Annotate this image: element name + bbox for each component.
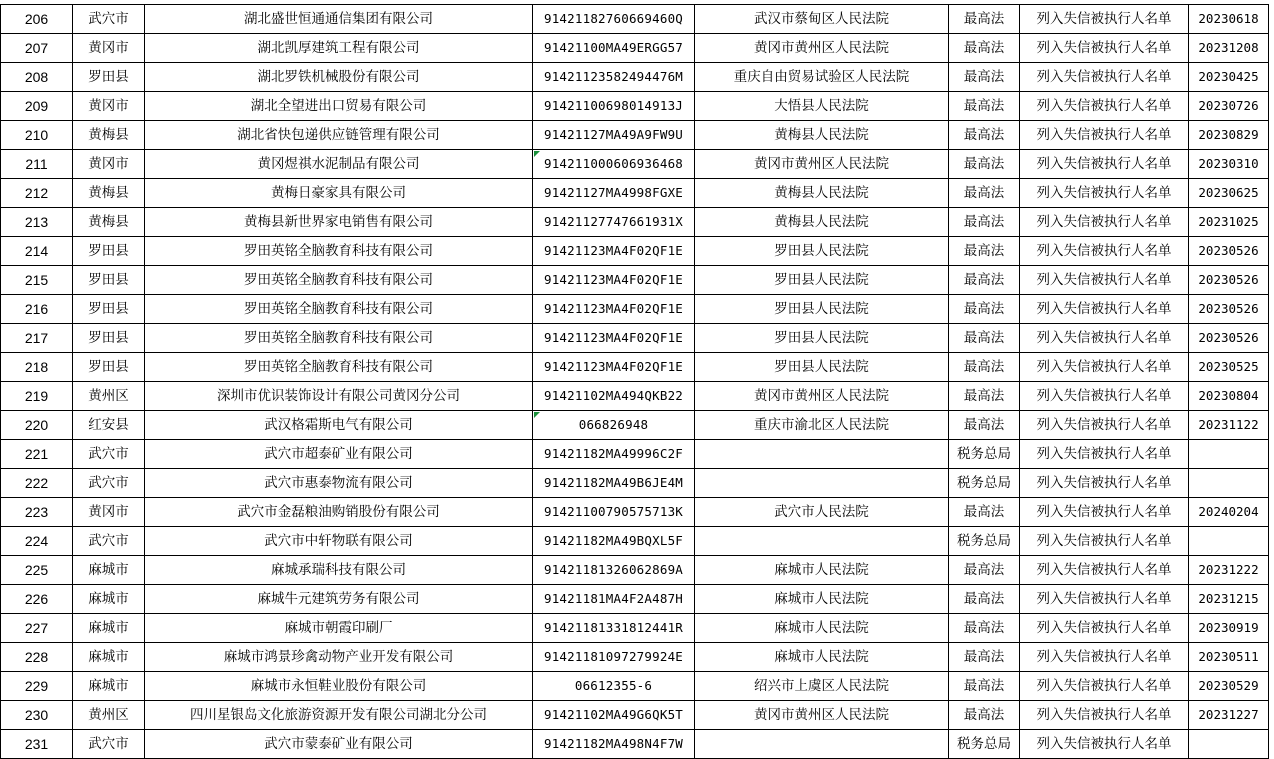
date-cell[interactable]: 20230511 <box>1189 643 1269 672</box>
date-cell[interactable] <box>1189 469 1269 498</box>
company-name-cell[interactable]: 罗田英铭全脑教育科技有限公司 <box>145 295 533 324</box>
court-cell[interactable]: 重庆自由贸易试验区人民法院 <box>695 63 949 92</box>
company-name-cell[interactable]: 湖北盛世恒通通信集团有限公司 <box>145 5 533 34</box>
court-cell[interactable]: 麻城市人民法院 <box>695 614 949 643</box>
region-cell[interactable]: 红安县 <box>73 411 145 440</box>
credit-code-cell[interactable]: 91421127MA49A9FW9U <box>533 121 695 150</box>
date-cell[interactable]: 20230425 <box>1189 63 1269 92</box>
date-cell[interactable]: 20230726 <box>1189 92 1269 121</box>
company-name-cell[interactable]: 罗田英铭全脑教育科技有限公司 <box>145 324 533 353</box>
company-name-cell[interactable]: 罗田英铭全脑教育科技有限公司 <box>145 353 533 382</box>
date-cell[interactable] <box>1189 440 1269 469</box>
status-cell[interactable]: 列入失信被执行人名单 <box>1020 643 1189 672</box>
credit-code-cell[interactable]: 91421181MA4F2A487H <box>533 585 695 614</box>
company-name-cell[interactable]: 湖北全望进出口贸易有限公司 <box>145 92 533 121</box>
status-cell[interactable]: 列入失信被执行人名单 <box>1020 121 1189 150</box>
status-cell[interactable]: 列入失信被执行人名单 <box>1020 179 1189 208</box>
row-number-cell[interactable]: 208 <box>1 63 73 92</box>
court-cell[interactable]: 罗田县人民法院 <box>695 324 949 353</box>
table-row[interactable] <box>1 643 1269 672</box>
credit-code-cell[interactable]: 06612355-6 <box>533 672 695 701</box>
credit-code-cell[interactable]: 91421100698014913J <box>533 92 695 121</box>
company-name-cell[interactable]: 黄梅日豪家具有限公司 <box>145 179 533 208</box>
status-cell[interactable]: 列入失信被执行人名单 <box>1020 5 1189 34</box>
date-cell[interactable]: 20230625 <box>1189 179 1269 208</box>
credit-code-cell[interactable]: 91421100790575713K <box>533 498 695 527</box>
row-number-cell[interactable]: 207 <box>1 34 73 63</box>
status-cell[interactable]: 列入失信被执行人名单 <box>1020 382 1189 411</box>
court-cell[interactable]: 黄梅县人民法院 <box>695 121 949 150</box>
court-cell[interactable]: 黄梅县人民法院 <box>695 179 949 208</box>
credit-code-cell[interactable]: 91421181097279924E <box>533 643 695 672</box>
table-row[interactable] <box>1 150 1269 179</box>
status-cell[interactable]: 列入失信被执行人名单 <box>1020 498 1189 527</box>
status-cell[interactable]: 列入失信被执行人名单 <box>1020 63 1189 92</box>
date-cell[interactable]: 20230829 <box>1189 121 1269 150</box>
table-row[interactable] <box>1 237 1269 266</box>
court-cell[interactable] <box>695 469 949 498</box>
table-row[interactable] <box>1 179 1269 208</box>
date-cell[interactable]: 20230525 <box>1189 353 1269 382</box>
company-name-cell[interactable]: 黄梅县新世界家电销售有限公司 <box>145 208 533 237</box>
row-number-cell[interactable]: 231 <box>1 730 73 759</box>
region-cell[interactable]: 武穴市 <box>73 469 145 498</box>
source-cell[interactable]: 最高法 <box>949 411 1020 440</box>
row-number-cell[interactable]: 217 <box>1 324 73 353</box>
row-number-cell[interactable]: 221 <box>1 440 73 469</box>
region-cell[interactable]: 罗田县 <box>73 324 145 353</box>
credit-code-cell[interactable]: 91421182MA49BQXL5F <box>533 527 695 556</box>
court-cell[interactable]: 麻城市人民法院 <box>695 585 949 614</box>
source-cell[interactable]: 最高法 <box>949 295 1020 324</box>
credit-code-cell[interactable]: 914211000606936468 <box>533 150 695 179</box>
date-cell[interactable] <box>1189 527 1269 556</box>
table-row[interactable] <box>1 701 1269 730</box>
credit-code-cell[interactable]: 91421123MA4F02QF1E <box>533 237 695 266</box>
court-cell[interactable]: 黄冈市黄州区人民法院 <box>695 382 949 411</box>
region-cell[interactable]: 黄州区 <box>73 382 145 411</box>
source-cell[interactable]: 最高法 <box>949 92 1020 121</box>
status-cell[interactable]: 列入失信被执行人名单 <box>1020 208 1189 237</box>
credit-code-cell[interactable]: 91421102MA494QKB22 <box>533 382 695 411</box>
credit-code-cell[interactable]: 91421102MA49G6QK5T <box>533 701 695 730</box>
date-cell[interactable]: 20230618 <box>1189 5 1269 34</box>
table-row[interactable] <box>1 585 1269 614</box>
table-row[interactable] <box>1 63 1269 92</box>
row-number-cell[interactable]: 209 <box>1 92 73 121</box>
source-cell[interactable]: 最高法 <box>949 614 1020 643</box>
status-cell[interactable]: 列入失信被执行人名单 <box>1020 440 1189 469</box>
credit-code-cell[interactable]: 91421123MA4F02QF1E <box>533 295 695 324</box>
court-cell[interactable]: 黄冈市黄州区人民法院 <box>695 701 949 730</box>
source-cell[interactable]: 最高法 <box>949 585 1020 614</box>
source-cell[interactable]: 最高法 <box>949 353 1020 382</box>
status-cell[interactable]: 列入失信被执行人名单 <box>1020 411 1189 440</box>
date-cell[interactable]: 20231222 <box>1189 556 1269 585</box>
date-cell[interactable] <box>1189 730 1269 759</box>
company-name-cell[interactable]: 武穴市中轩物联有限公司 <box>145 527 533 556</box>
status-cell[interactable]: 列入失信被执行人名单 <box>1020 324 1189 353</box>
table-row[interactable] <box>1 266 1269 295</box>
region-cell[interactable]: 武穴市 <box>73 730 145 759</box>
source-cell[interactable]: 最高法 <box>949 208 1020 237</box>
status-cell[interactable]: 列入失信被执行人名单 <box>1020 353 1189 382</box>
region-cell[interactable]: 麻城市 <box>73 614 145 643</box>
court-cell[interactable]: 罗田县人民法院 <box>695 266 949 295</box>
table-row[interactable] <box>1 295 1269 324</box>
status-cell[interactable]: 列入失信被执行人名单 <box>1020 585 1189 614</box>
row-number-cell[interactable]: 222 <box>1 469 73 498</box>
row-number-cell[interactable]: 211 <box>1 150 73 179</box>
row-number-cell[interactable]: 230 <box>1 701 73 730</box>
company-name-cell[interactable]: 武穴市超泰矿业有限公司 <box>145 440 533 469</box>
credit-code-cell[interactable]: 91421123MA4F02QF1E <box>533 266 695 295</box>
source-cell[interactable]: 税务总局 <box>949 527 1020 556</box>
region-cell[interactable]: 罗田县 <box>73 295 145 324</box>
region-cell[interactable]: 麻城市 <box>73 643 145 672</box>
date-cell[interactable]: 20230526 <box>1189 237 1269 266</box>
company-name-cell[interactable]: 湖北罗铁机械股份有限公司 <box>145 63 533 92</box>
region-cell[interactable]: 黄梅县 <box>73 121 145 150</box>
region-cell[interactable]: 麻城市 <box>73 672 145 701</box>
table-row[interactable] <box>1 382 1269 411</box>
court-cell[interactable]: 罗田县人民法院 <box>695 237 949 266</box>
date-cell[interactable]: 20230529 <box>1189 672 1269 701</box>
region-cell[interactable]: 武穴市 <box>73 5 145 34</box>
court-cell[interactable]: 麻城市人民法院 <box>695 643 949 672</box>
source-cell[interactable]: 税务总局 <box>949 730 1020 759</box>
region-cell[interactable]: 黄冈市 <box>73 92 145 121</box>
court-cell[interactable]: 黄冈市黄州区人民法院 <box>695 150 949 179</box>
source-cell[interactable]: 最高法 <box>949 150 1020 179</box>
region-cell[interactable]: 黄州区 <box>73 701 145 730</box>
status-cell[interactable]: 列入失信被执行人名单 <box>1020 730 1189 759</box>
court-cell[interactable]: 黄梅县人民法院 <box>695 208 949 237</box>
court-cell[interactable]: 罗田县人民法院 <box>695 353 949 382</box>
row-number-cell[interactable]: 219 <box>1 382 73 411</box>
credit-code-cell[interactable]: 91421181331812441R <box>533 614 695 643</box>
row-number-cell[interactable]: 218 <box>1 353 73 382</box>
source-cell[interactable]: 最高法 <box>949 5 1020 34</box>
table-row[interactable] <box>1 353 1269 382</box>
source-cell[interactable]: 最高法 <box>949 237 1020 266</box>
row-number-cell[interactable]: 220 <box>1 411 73 440</box>
status-cell[interactable]: 列入失信被执行人名单 <box>1020 672 1189 701</box>
credit-code-cell[interactable]: 91421123582494476M <box>533 63 695 92</box>
source-cell[interactable]: 最高法 <box>949 672 1020 701</box>
region-cell[interactable]: 麻城市 <box>73 585 145 614</box>
row-number-cell[interactable]: 229 <box>1 672 73 701</box>
source-cell[interactable]: 最高法 <box>949 121 1020 150</box>
source-cell[interactable]: 最高法 <box>949 179 1020 208</box>
row-number-cell[interactable]: 225 <box>1 556 73 585</box>
credit-code-cell[interactable]: 91421182MA49996C2F <box>533 440 695 469</box>
company-name-cell[interactable]: 武穴市蒙泰矿业有限公司 <box>145 730 533 759</box>
company-name-cell[interactable]: 黄冈煜祺水泥制品有限公司 <box>145 150 533 179</box>
source-cell[interactable]: 最高法 <box>949 266 1020 295</box>
court-cell[interactable]: 黄冈市黄州区人民法院 <box>695 34 949 63</box>
row-number-cell[interactable]: 223 <box>1 498 73 527</box>
court-cell[interactable]: 重庆市渝北区人民法院 <box>695 411 949 440</box>
company-name-cell[interactable]: 深圳市优识装饰设计有限公司黄冈分公司 <box>145 382 533 411</box>
table-row[interactable] <box>1 411 1269 440</box>
credit-code-cell[interactable]: 91421127MA4998FGXE <box>533 179 695 208</box>
credit-code-cell[interactable]: 91421100MA49ERGG57 <box>533 34 695 63</box>
table-row[interactable] <box>1 5 1269 34</box>
table-row[interactable] <box>1 121 1269 150</box>
status-cell[interactable]: 列入失信被执行人名单 <box>1020 92 1189 121</box>
row-number-cell[interactable]: 226 <box>1 585 73 614</box>
source-cell[interactable]: 最高法 <box>949 498 1020 527</box>
company-name-cell[interactable]: 湖北省快包递供应链管理有限公司 <box>145 121 533 150</box>
region-cell[interactable]: 麻城市 <box>73 556 145 585</box>
date-cell[interactable]: 20231208 <box>1189 34 1269 63</box>
company-name-cell[interactable]: 麻城承瑞科技有限公司 <box>145 556 533 585</box>
table-row[interactable] <box>1 556 1269 585</box>
dishonest-debtor-table <box>0 4 1269 759</box>
table-row[interactable] <box>1 527 1269 556</box>
region-cell[interactable]: 黄梅县 <box>73 179 145 208</box>
status-cell[interactable]: 列入失信被执行人名单 <box>1020 34 1189 63</box>
table-row[interactable] <box>1 730 1269 759</box>
date-cell[interactable]: 20230310 <box>1189 150 1269 179</box>
source-cell[interactable]: 最高法 <box>949 701 1020 730</box>
table-row[interactable] <box>1 498 1269 527</box>
company-name-cell[interactable]: 武穴市金磊粮油购销股份有限公司 <box>145 498 533 527</box>
source-cell[interactable]: 最高法 <box>949 63 1020 92</box>
court-cell[interactable]: 罗田县人民法院 <box>695 295 949 324</box>
source-cell[interactable]: 最高法 <box>949 382 1020 411</box>
date-cell[interactable]: 20230526 <box>1189 324 1269 353</box>
date-cell[interactable]: 20230526 <box>1189 266 1269 295</box>
company-name-cell[interactable]: 麻城牛元建筑劳务有限公司 <box>145 585 533 614</box>
source-cell[interactable]: 最高法 <box>949 34 1020 63</box>
date-cell[interactable]: 20230804 <box>1189 382 1269 411</box>
court-cell[interactable] <box>695 440 949 469</box>
court-cell[interactable]: 绍兴市上虞区人民法院 <box>695 672 949 701</box>
region-cell[interactable]: 黄梅县 <box>73 208 145 237</box>
region-cell[interactable]: 武穴市 <box>73 527 145 556</box>
region-cell[interactable]: 黄冈市 <box>73 34 145 63</box>
row-number-cell[interactable]: 228 <box>1 643 73 672</box>
company-name-cell[interactable]: 武汉格霜斯电气有限公司 <box>145 411 533 440</box>
table-row[interactable] <box>1 614 1269 643</box>
status-cell[interactable]: 列入失信被执行人名单 <box>1020 295 1189 324</box>
region-cell[interactable]: 罗田县 <box>73 63 145 92</box>
row-number-cell[interactable]: 213 <box>1 208 73 237</box>
row-number-cell[interactable]: 224 <box>1 527 73 556</box>
status-cell[interactable]: 列入失信被执行人名单 <box>1020 614 1189 643</box>
court-cell[interactable] <box>695 527 949 556</box>
credit-code-cell[interactable]: 91421181326062869A <box>533 556 695 585</box>
row-number-cell[interactable]: 227 <box>1 614 73 643</box>
row-number-cell[interactable]: 206 <box>1 5 73 34</box>
credit-code-cell[interactable]: 91421182MA49B6JE4M <box>533 469 695 498</box>
region-cell[interactable]: 黄冈市 <box>73 498 145 527</box>
court-cell[interactable]: 大悟县人民法院 <box>695 92 949 121</box>
date-cell[interactable]: 20240204 <box>1189 498 1269 527</box>
court-cell[interactable]: 武汉市蔡甸区人民法院 <box>695 5 949 34</box>
status-cell[interactable]: 列入失信被执行人名单 <box>1020 237 1189 266</box>
region-cell[interactable]: 罗田县 <box>73 237 145 266</box>
region-cell[interactable]: 黄冈市 <box>73 150 145 179</box>
company-name-cell[interactable]: 罗田英铭全脑教育科技有限公司 <box>145 237 533 266</box>
status-cell[interactable]: 列入失信被执行人名单 <box>1020 266 1189 295</box>
row-number-cell[interactable]: 214 <box>1 237 73 266</box>
date-cell[interactable]: 20231025 <box>1189 208 1269 237</box>
court-cell[interactable] <box>695 730 949 759</box>
source-cell[interactable]: 最高法 <box>949 643 1020 672</box>
company-name-cell[interactable]: 湖北凯厚建筑工程有限公司 <box>145 34 533 63</box>
company-name-cell[interactable]: 麻城市永恒鞋业股份有限公司 <box>145 672 533 701</box>
region-cell[interactable]: 罗田县 <box>73 353 145 382</box>
row-number-cell[interactable]: 216 <box>1 295 73 324</box>
source-cell[interactable]: 税务总局 <box>949 440 1020 469</box>
date-cell[interactable]: 20231227 <box>1189 701 1269 730</box>
credit-code-cell[interactable]: 91421182MA498N4F7W <box>533 730 695 759</box>
company-name-cell[interactable]: 武穴市惠泰物流有限公司 <box>145 469 533 498</box>
region-cell[interactable]: 武穴市 <box>73 440 145 469</box>
row-number-cell[interactable]: 210 <box>1 121 73 150</box>
credit-code-cell[interactable]: 066826948 <box>533 411 695 440</box>
date-cell[interactable]: 20230526 <box>1189 295 1269 324</box>
credit-code-cell[interactable]: 91421182760669460Q <box>533 5 695 34</box>
status-cell[interactable]: 列入失信被执行人名单 <box>1020 150 1189 179</box>
row-number-cell[interactable]: 212 <box>1 179 73 208</box>
credit-code-cell[interactable]: 91421123MA4F02QF1E <box>533 324 695 353</box>
status-cell[interactable]: 列入失信被执行人名单 <box>1020 527 1189 556</box>
court-cell[interactable]: 麻城市人民法院 <box>695 556 949 585</box>
status-cell[interactable]: 列入失信被执行人名单 <box>1020 469 1189 498</box>
company-name-cell[interactable]: 四川星银岛文化旅游资源开发有限公司湖北分公司 <box>145 701 533 730</box>
table-row[interactable] <box>1 208 1269 237</box>
table-body <box>1 5 1269 759</box>
status-cell[interactable]: 列入失信被执行人名单 <box>1020 701 1189 730</box>
table-row[interactable] <box>1 469 1269 498</box>
source-cell[interactable]: 最高法 <box>949 324 1020 353</box>
company-name-cell[interactable]: 麻城市鸿景珍禽动物产业开发有限公司 <box>145 643 533 672</box>
table-row[interactable] <box>1 34 1269 63</box>
source-cell[interactable]: 最高法 <box>949 556 1020 585</box>
table-row[interactable] <box>1 672 1269 701</box>
status-cell[interactable]: 列入失信被执行人名单 <box>1020 556 1189 585</box>
table-row[interactable] <box>1 324 1269 353</box>
date-cell[interactable]: 20230919 <box>1189 614 1269 643</box>
table-row[interactable] <box>1 440 1269 469</box>
region-cell[interactable]: 罗田县 <box>73 266 145 295</box>
credit-code-cell[interactable]: 91421127747661931X <box>533 208 695 237</box>
date-cell[interactable]: 20231215 <box>1189 585 1269 614</box>
date-cell[interactable]: 20231122 <box>1189 411 1269 440</box>
table-row[interactable] <box>1 92 1269 121</box>
court-cell[interactable]: 武穴市人民法院 <box>695 498 949 527</box>
source-cell[interactable]: 税务总局 <box>949 469 1020 498</box>
credit-code-cell[interactable]: 91421123MA4F02QF1E <box>533 353 695 382</box>
company-name-cell[interactable]: 麻城市朝霞印刷厂 <box>145 614 533 643</box>
company-name-cell[interactable]: 罗田英铭全脑教育科技有限公司 <box>145 266 533 295</box>
row-number-cell[interactable]: 215 <box>1 266 73 295</box>
